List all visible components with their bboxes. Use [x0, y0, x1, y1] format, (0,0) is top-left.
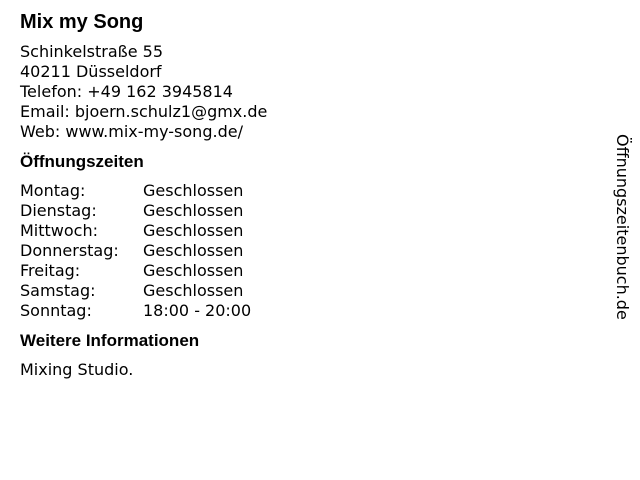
- business-name: Mix my Song: [20, 11, 144, 33]
- hours-value: Geschlossen: [143, 241, 244, 260]
- hours-value: Geschlossen: [143, 181, 244, 200]
- hours-row-monday: [20, 181, 580, 201]
- day-label: Samstag:: [20, 281, 96, 300]
- hours-row-saturday: [20, 281, 580, 301]
- day-label: Mittwoch:: [20, 221, 98, 240]
- address-block: [20, 42, 580, 142]
- more-info-text: Mixing Studio.: [20, 360, 134, 379]
- day-label: Freitag:: [20, 261, 81, 280]
- web-line: Web: www.mix-my-song.de/: [20, 122, 243, 141]
- day-label: Dienstag:: [20, 201, 97, 220]
- hours-row-friday: [20, 261, 580, 281]
- hours-row-wednesday: [20, 221, 580, 241]
- opening-hours-table: [20, 181, 580, 321]
- site-watermark: Öffnungszeitenbuch.de: [613, 134, 632, 320]
- hours-row-tuesday: [20, 201, 580, 221]
- day-label: Montag:: [20, 181, 86, 200]
- phone-line: Telefon: +49 162 3945814: [20, 82, 233, 101]
- hours-value: 18:00 - 20:00: [143, 301, 252, 320]
- hours-value: Geschlossen: [143, 201, 244, 220]
- business-card: [20, 10, 580, 380]
- hours-value: Geschlossen: [143, 221, 244, 240]
- hours-row-sunday: [20, 301, 580, 321]
- hours-value: Geschlossen: [143, 281, 244, 300]
- day-label: Donnerstag:: [20, 241, 119, 260]
- more-info-heading: Weitere Informationen: [20, 331, 200, 350]
- city-address: 40211 Düsseldorf: [20, 62, 162, 81]
- email-line: Email: bjoern.schulz1@gmx.de: [20, 102, 268, 121]
- day-label: Sonntag:: [20, 301, 92, 320]
- hours-row-thursday: [20, 241, 580, 261]
- street-address: Schinkelstraße 55: [20, 42, 164, 61]
- opening-hours-heading: Öffnungszeiten: [20, 152, 144, 171]
- hours-value: Geschlossen: [143, 261, 244, 280]
